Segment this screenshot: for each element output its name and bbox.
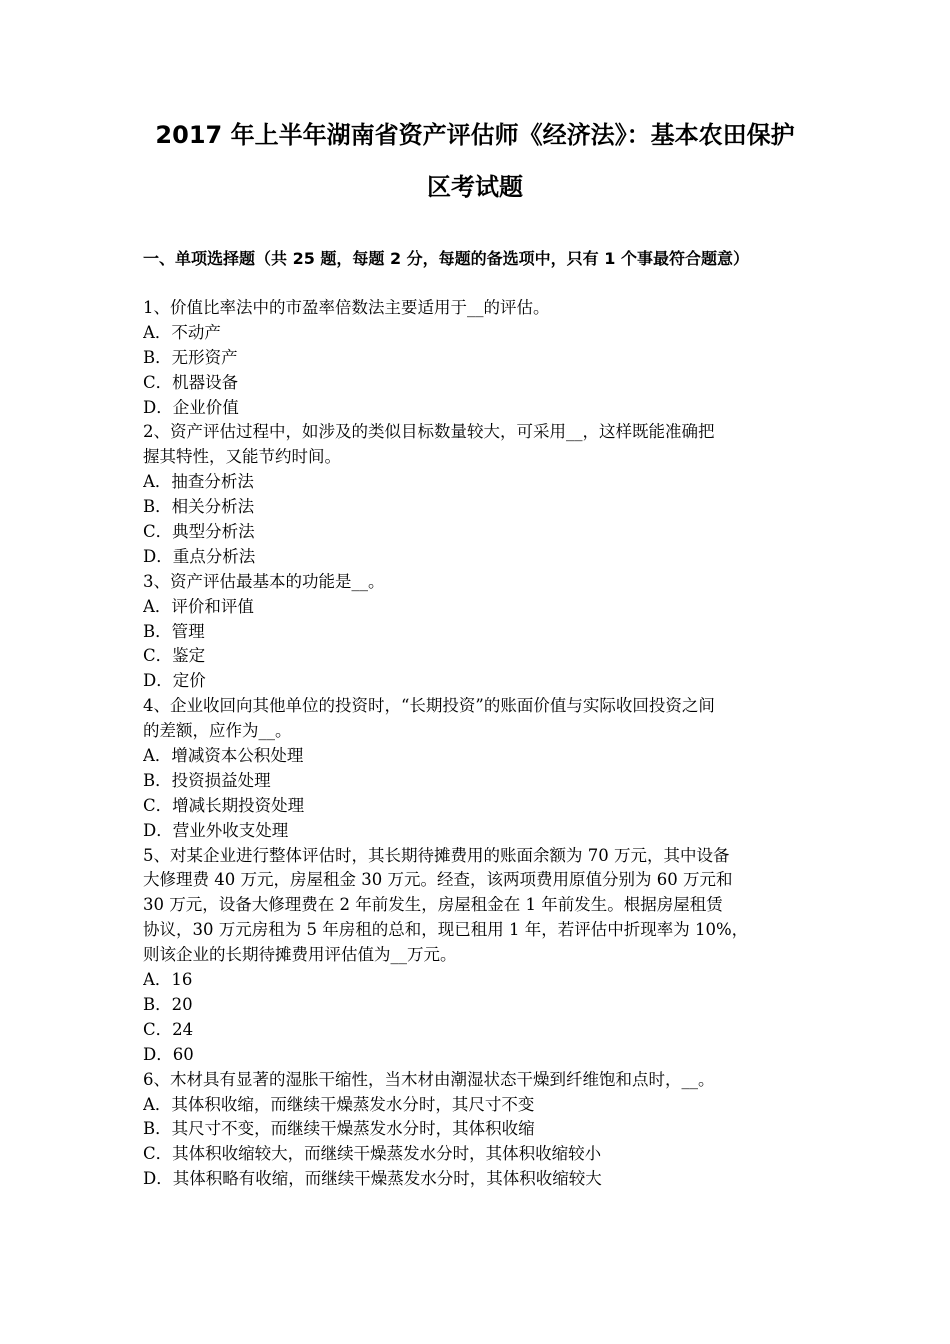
question-block [143, 1068, 811, 1192]
question-text: 握其特性，又能节约时间。 [143, 447, 341, 467]
answer-option: A．增减资本公积处理 [143, 746, 304, 766]
answer-option: B．投资损益处理 [143, 770, 271, 790]
question-text: 大修理费 40 万元，房屋租金 30 万元。经查，该两项费用原值分别为 60 万元和 [143, 870, 733, 890]
answer-option: B．相关分析法 [143, 497, 255, 517]
answer-option: A．16 [143, 970, 193, 990]
answer-option: C．其体积收缩较大，而继续干燥蒸发水分时，其体积收缩较小 [143, 1144, 602, 1164]
section-heading: 一、单项选择题（共 25 题，每题 2 分，每题的备选项中，只有 1 个事最符合题意） [143, 249, 749, 268]
answer-option: C．鉴定 [143, 646, 206, 666]
answer-option: D．其体积略有收缩，而继续干燥蒸发水分时，其体积收缩较大 [143, 1169, 602, 1189]
answer-option: D．定价 [143, 671, 206, 691]
question-block [143, 844, 811, 1068]
question-text: 协议，30 万元房租为 5 年房租的总和，现已租用 1 年，若评估中折现率为 10%， [143, 920, 749, 940]
question-block [143, 420, 811, 569]
question-block [143, 296, 811, 420]
document-title-line-2: 区考试题 [427, 173, 523, 201]
answer-option: A．抽查分析法 [143, 472, 254, 492]
question-text: 30 万元，设备大修理费在 2 年前发生，房屋租金在 1 年前发生。根据房屋租赁 [143, 895, 723, 915]
answer-option: C．典型分析法 [143, 522, 255, 542]
question-text: 则该企业的长期待摊费用评估值为__万元。 [143, 945, 457, 965]
question-text: 的差额，应作为__。 [143, 721, 292, 741]
question-text: 4、企业收回向其他单位的投资时，“长期投资”的账面价值与实际收回投资之间 [143, 696, 715, 716]
question-text: 6、木材具有显著的湿胀干缩性，当木材由潮湿状态干燥到纤维饱和点时，__。 [143, 1069, 715, 1089]
answer-option: A．其体积收缩，而继续干燥蒸发水分时，其尺寸不变 [143, 1094, 535, 1114]
answer-option: C．24 [143, 1019, 194, 1039]
question-list [143, 296, 811, 1192]
question-text: 3、资产评估最基本的功能是__。 [143, 571, 385, 591]
answer-option: D．60 [143, 1044, 194, 1064]
question-block [143, 694, 811, 843]
answer-option: D．重点分析法 [143, 546, 256, 566]
answer-option: C．增减长期投资处理 [143, 795, 305, 815]
question-text: 1、价值比率法中的市盈率倍数法主要适用于__的评估。 [143, 298, 550, 317]
answer-option: A．评价和评值 [143, 596, 254, 616]
answer-option: B．其尺寸不变，而继续干燥蒸发水分时，其体积收缩 [143, 1119, 535, 1139]
answer-option: B．无形资产 [143, 347, 238, 367]
answer-option: A．不动产 [143, 322, 221, 342]
question-block [143, 570, 811, 694]
question-text: 5、对某企业进行整体评估时，其长期待摊费用的账面余额为 70 万元，其中设备 [143, 845, 730, 865]
question-text: 2、资产评估过程中，如涉及的类似目标数量较大，可采用__，这样既能准确把 [143, 422, 715, 442]
answer-option: D．营业外收支处理 [143, 820, 289, 840]
answer-option: B．20 [143, 994, 193, 1014]
answer-option: C．机器设备 [143, 372, 239, 392]
answer-option: D．企业价值 [143, 397, 239, 417]
document-title-line-1: 2017 年上半年湖南省资产评估师《经济法》：基本农田保护 [155, 121, 795, 149]
answer-option: B．管理 [143, 621, 205, 641]
